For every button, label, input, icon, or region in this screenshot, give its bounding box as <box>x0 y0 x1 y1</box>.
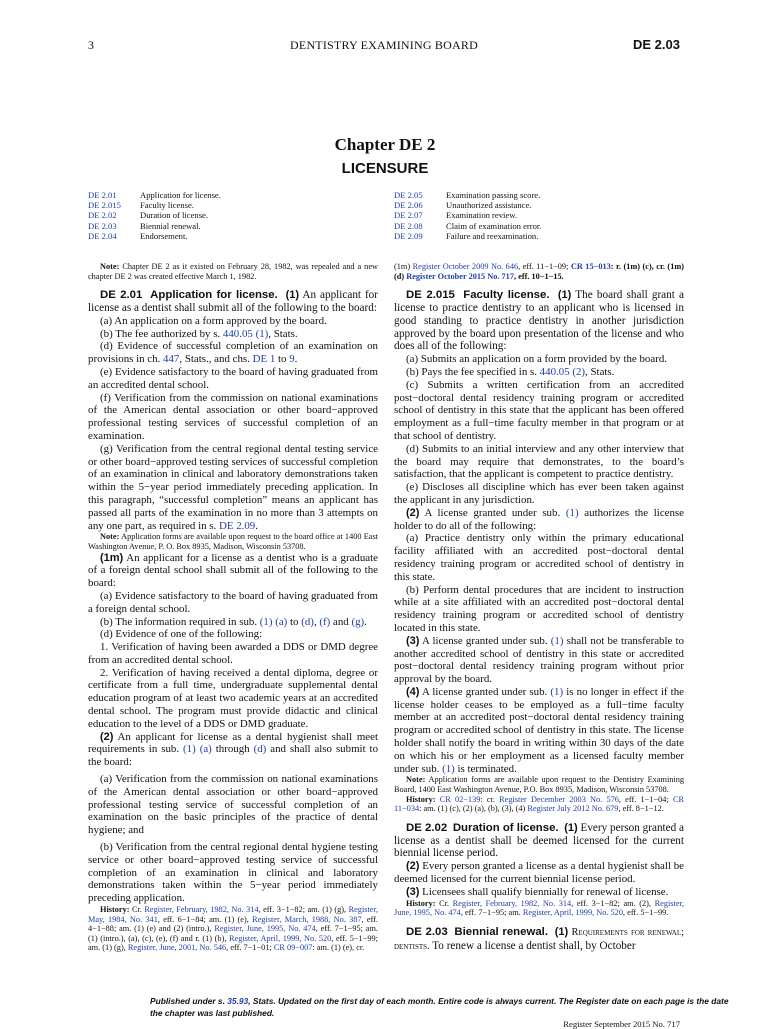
section-de-2-01-heading: DE 2.01 Application for license. (1) An applicant for license as a dentist shall submit all of the following to the board: <box>88 289 378 314</box>
section-de-2-015-heading: DE 2.015 Faculty license. (1) The board shall grant a license to practice dentistry to an applicant who is licensed in good standing to practice dentistry in another jurisdiction approved by the board upon presentation of the license and who does all of the following: <box>394 289 685 353</box>
toc-row <box>394 221 684 231</box>
toc-link[interactable]: DE 2.05 <box>394 190 423 200</box>
application-note: Note: Application forms are available upon request to the board office at 1400 East Washington Avenue, P. O. Box 8935, Madison, Wisconsin 53708. <box>88 532 378 551</box>
section-de-2-02-heading: DE 2.02 Duration of license. (1) Every person granted a license as a dentist shall be deemed licensed for the current biennial license period. <box>394 821 684 860</box>
section-number: DE 2.015 <box>406 289 455 302</box>
toc-link[interactable]: DE 2.09 <box>394 230 423 241</box>
toc-link[interactable]: DE 2.08 <box>394 220 423 231</box>
subsection-link[interactable]: (d) <box>253 743 267 756</box>
code-link[interactable]: 9 <box>289 353 295 366</box>
register-link[interactable]: Register, April, 1999, No. 520 <box>229 933 332 943</box>
paragraph: (a) Verification from the commission on national examinations of the American dental association or other board−approved professional testing service of successful completion of an examination on the basic principles of the practice of dental hygiene; and <box>88 773 378 837</box>
paragraph: 1. Verification of having been awarded a DDS or DMD degree from an accredited dental school. <box>88 641 378 666</box>
subsection-number: (1) <box>554 925 569 938</box>
paragraph: (a) An application on a form approved by the board. <box>100 314 327 327</box>
toc-row <box>88 231 378 241</box>
register-link[interactable]: Register October 2015 No. 717 <box>406 271 514 281</box>
paragraph: (1m) An applicant for a license as a dentist who is a graduate of a foreign dental school shall submit all of the following to the board: <box>88 551 378 590</box>
toc-title: Endorsement. <box>140 230 188 241</box>
chapter-title: Chapter DE 2 <box>334 135 436 154</box>
subsection-heading: Requirements for renewal; dentists. <box>394 926 685 952</box>
toc-title: Faculty license. <box>140 200 194 211</box>
register-link[interactable]: Register, February, 1982, No. 314 <box>452 898 572 908</box>
toc-link[interactable]: DE 2.02 <box>88 210 117 221</box>
subsection-link[interactable]: (1) (a) <box>183 743 212 756</box>
toc-link[interactable]: DE 2.01 <box>88 190 117 200</box>
subsection-number: (2) <box>100 730 114 743</box>
subsection-link[interactable]: (1) <box>550 685 564 698</box>
toc-link[interactable]: DE 2.04 <box>88 230 117 241</box>
subsection-number: (3) <box>406 634 420 647</box>
register-footer: Register September 2015 No. 717 <box>563 1019 680 1029</box>
section-range: DE 2.03 <box>633 37 680 52</box>
statute-link[interactable]: 447 <box>163 353 180 366</box>
register-link[interactable]: Register July 2012 No. 679 <box>527 804 619 814</box>
subsection-number: (1m) <box>100 551 124 564</box>
register-link[interactable]: Register, April, 1999, No. 520 <box>522 908 623 918</box>
subsection-number: (4) <box>406 685 420 698</box>
register-link[interactable]: Register December 2003 No. 576 <box>499 794 619 804</box>
register-link[interactable]: Register, May, 1984, No. 341 <box>88 905 378 924</box>
right-column <box>394 262 684 953</box>
toc-link[interactable]: DE 2.03 <box>88 220 117 231</box>
subsection-number: (1) <box>285 289 300 302</box>
section-number: DE 2.02 <box>406 821 448 834</box>
history-note: History: Cr. Register, February, 1982, No. 314, eff. 3−1−82; am. (2), Register, June, 1995, No. 474, eff. 7−1−95; am. Register, April, 1999, No. 520, eff. 5−1−99. <box>394 898 685 918</box>
toc-title: Biennial renewal. <box>140 220 201 231</box>
history-note: History: Cr. Register, February, 1982, No. 314, eff. 3−1−82; am. (1) (g), Register, May, 1984, No. 341, eff. 6−1−84; am. (1) (e), Register, March, 1988, No. 387, eff. 4−1−88; am. (1) (e) and (2) (intro.), Register, June, 1995, No. 474, eff. 7−1−95; am. (1) (intro.), (a), (c), (e), (f) and r. (1) (b), Register, April, 1999, No. 520, eff. 5−1−99; am. (1) (g), Register, June, 2001, No. 546, eff. 7−1−01; CR 09−007: am. (1) (e), cr. <box>88 905 379 953</box>
subsection-number: (1) <box>564 821 578 834</box>
subsection-number: (3) <box>406 885 420 898</box>
register-link[interactable]: Register, February, 1982, No. 314 <box>144 905 259 915</box>
register-link[interactable]: Register, June, 2001, No. 546 <box>127 943 227 953</box>
chapter-subtitle: LICENSURE <box>341 160 429 177</box>
toc-right <box>394 190 684 241</box>
toc-link[interactable]: DE 2.07 <box>394 210 423 221</box>
history-note: History: CR 02−139: cr. Register December 2003 No. 576, eff. 1−1−04; CR 11−034: am. (1) (c), (2) (a), (b), (3), (4) Register July 2012 No. 679, eff. 8−1−12. <box>394 794 685 814</box>
paragraph: (d) Evidence of successful completion of an examination on provisions in ch. 447, Stats., and chs. DE 1 to 9. <box>88 340 378 366</box>
paragraph: (c) Submits a written certification from an accredited post−doctoral dental residency training program or accredited school of dentistry in this state that the applicant has been offered employment as a full−time faculty member in that program or at that school of dentistry. <box>394 378 684 442</box>
subsection-link[interactable]: (1) <box>550 634 564 647</box>
application-note: Note: Application forms are available upon request to the Dentistry Examining Board, 1400 East Washington Avenue, P.O. Box 8935, Madison, Wisconsin 53708. <box>394 775 684 795</box>
toc-title: Duration of license. <box>140 210 209 221</box>
toc-row <box>88 210 378 220</box>
toc-title: Examination passing score. <box>446 190 541 200</box>
paragraph: (b) Pays the fee specified in s. 440.05 (2), Stats. <box>406 365 615 378</box>
subsection-number: (1) <box>557 289 572 302</box>
register-link[interactable]: Register October 2009 No. 646 <box>412 262 519 271</box>
register-link[interactable]: Register, March, 1988, No. 387 <box>252 914 362 924</box>
statute-link[interactable]: 35.93 <box>227 996 249 1006</box>
paragraph: (2) Every person granted a license as a dental hygienist shall be deemed licensed for the current biennial license period. <box>394 860 684 886</box>
paragraph: (b) The fee authorized by s. 440.05 (1), Stats. <box>100 327 298 340</box>
paragraph: (3) Licensees shall qualify biennially for renewal of license. <box>406 885 669 898</box>
section-title: Application for license. <box>150 289 278 302</box>
toc-title: Claim of examination error. <box>446 220 542 231</box>
paragraph: (b) Verification from the central regional dental hygiene testing service or other board−approved testing service of successful completion of an examination in clinical and laboratory demonstrations taken within the 5−year period immediately preceding application. <box>88 841 378 905</box>
toc-title: Unauthorized assistance. <box>446 200 532 211</box>
clearinghouse-link[interactable]: CR 11−034 <box>394 794 685 814</box>
paragraph: 2. Verification of having received a dental diploma, degree or certificate from a full time, undergraduate supplemental dental education program of at least two academic years at an accredited dental school. The program must provide didactic and clinical education to the level of a DDS or DMD graduate. <box>88 666 378 730</box>
register-link[interactable]: Register, June, 1995, No. 474 <box>214 924 316 934</box>
chapter-note: Note: Chapter DE 2 as it existed on February 28, 1982, was repealed and a new chapter DE 2 was created effective March 1, 1982. <box>88 262 378 281</box>
subsection-link[interactable]: (g) <box>351 615 365 628</box>
paragraph: (b) The information required in sub. (1) (a) to (d), (f) and (g). <box>100 615 367 628</box>
left-column <box>88 262 378 953</box>
toc-title: Failure and reexamination. <box>446 230 539 241</box>
toc-row <box>88 200 378 210</box>
statute-link[interactable]: 440.05 (2) <box>539 365 586 378</box>
toc-row <box>394 231 684 241</box>
page-header <box>88 38 680 58</box>
running-title: DENTISTRY EXAMINING BOARD <box>290 38 478 52</box>
subsection-number: (2) <box>406 506 420 519</box>
section-number: DE 2.01 <box>100 289 143 302</box>
subsection-link[interactable]: (1) <box>565 506 579 519</box>
paragraph: (a) Submits an application on a form provided by the board. <box>406 353 668 366</box>
clearinghouse-link[interactable]: CR 02−139 <box>439 794 481 804</box>
toc-title: Examination review. <box>446 210 518 221</box>
toc-row <box>394 210 684 220</box>
paragraph: (g) Verification from the central regional dental testing service or other board−approved testing services of successful completion of an examination in clinical and laboratory demonstrations taken within the 5−year period immediately preceding application. In this paragraph, “successful completion” means an applicant has passed all parts of the examination in no more than 3 attempts on any one part, as required in s. DE 2.09. <box>88 442 378 532</box>
section-de-2-03-heading: DE 2.03 Biennial renewal. (1) Requirements for renewal; dentists. To renew a license a dentist shall, by October <box>394 925 685 952</box>
code-link[interactable]: DE 2.09 <box>218 519 256 532</box>
paragraph: (a) Evidence satisfactory to the board of having graduated from a foreign dental school. <box>88 589 378 615</box>
section-number: DE 2.03 <box>406 925 448 938</box>
toc-title: Application for license. <box>140 190 221 200</box>
paragraph: (2) A license granted under sub. (1) authorizes the license holder to do all of the following: <box>394 506 684 532</box>
statute-link[interactable]: 440.05 (1) <box>222 327 269 340</box>
paragraph: (e) Discloses all discipline which has ever been taken against the applicant in any jurisdiction. <box>394 481 684 506</box>
clearinghouse-link[interactable]: CR 09−007 <box>273 943 313 953</box>
section-title: Duration of license. <box>452 821 559 834</box>
subsection-link[interactable]: (1) <box>442 762 455 775</box>
toc-row <box>88 190 378 200</box>
toc-row <box>394 190 684 200</box>
section-title: Biennial renewal. <box>454 925 548 938</box>
history-continuation: (1m) Register October 2009 No. 646, eff. 11−1−09; CR 15−013: r. (1m) (c), cr. (1m) (d) Register October 2015 No. 717, eff. 10−1−15. <box>394 262 685 281</box>
subsection-number: (2) <box>406 860 420 873</box>
toc-link[interactable]: DE 2.015 <box>88 200 121 211</box>
toc-link[interactable]: DE 2.06 <box>394 200 423 211</box>
paragraph: (f) Verification from the commission on national examinations of the American dental association or other board−approved professional testing services of successful completion of an examination. <box>88 391 378 442</box>
paragraph: (3) A license granted under sub. (1) shall not be transferable to another accredited school of dentistry in this state or accredited post−doctoral dental residency training program without prior approval by the board. <box>394 634 684 686</box>
paragraph: (b) Perform dental procedures that are incident to instruction while at a site affiliated with an accredited post−doctoral dental residency training program or accredited school of dentistry located in this state. <box>394 583 684 634</box>
paragraph: (4) A license granted under sub. (1) is no longer in effect if the license holder ceases to be employed as a full−time faculty member at an accredited post−doctoral dental residency training program or accredited school of dentistry in this state. The license holder shall notify the board in writing within 30 days of the date on which his or her employment as a licensed faculty member under sub. (1) is terminated. <box>394 685 684 775</box>
code-link[interactable]: DE 1 <box>252 353 276 366</box>
subsection-link[interactable]: (d) <box>301 615 314 628</box>
section-title: Faculty license. <box>463 289 550 302</box>
publication-footer: Published under s. 35.93, Stats. Updated on the first day of each month. Entire code is always current. The Register date on each page is the date the chapter was last published. <box>150 996 729 1018</box>
toc-row <box>88 221 378 231</box>
register-link[interactable]: Register, June, 1995, No. 474 <box>394 898 685 918</box>
paragraph: (d) Evidence of one of the following: <box>100 628 263 641</box>
subsection-link[interactable]: (f) <box>319 615 331 628</box>
subsection-link[interactable]: (1) (a) <box>259 615 288 628</box>
toc-row <box>394 200 684 210</box>
paragraph: (2) An applicant for license as a dental hygienist shall meet requirements in sub. (1) (a) through (d) and shall also submit to the board: <box>88 730 379 769</box>
paragraph: (e) Evidence satisfactory to the board of having graduated from an accredited dental school. <box>88 365 378 391</box>
clearinghouse-link[interactable]: CR 15−013 <box>570 262 611 271</box>
toc-left <box>88 190 378 241</box>
paragraph: (a) Practice dentistry only within the primary educational facility affiliated with an accredited post−doctoral dental residency training program or accredited school of dentistry in this state. <box>394 532 684 583</box>
page-number: 3 <box>88 38 94 52</box>
paragraph: (d) Submits to an initial interview and any other interview that the board may require that demonstrates, to the board’s satisfaction, that the applicant is competent to practice dentistry. <box>394 442 684 481</box>
